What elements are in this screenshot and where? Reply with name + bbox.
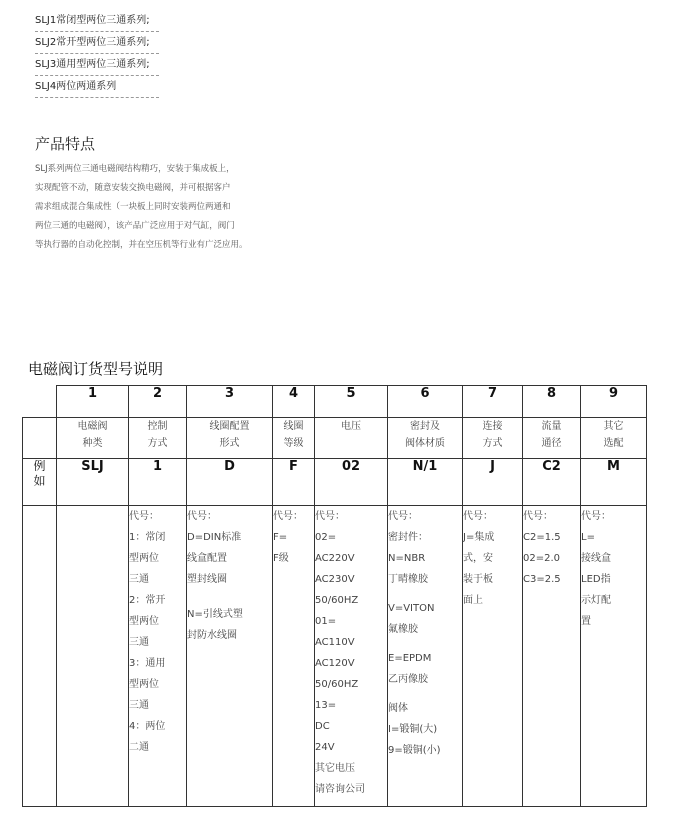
column-number: 1 (57, 386, 129, 418)
column-name-row (23, 418, 647, 459)
detail-line: AC220V (315, 553, 355, 564)
detail-line: 氟橡胶 (388, 624, 418, 635)
detail-line: 代号： (273, 511, 303, 522)
order-code-table (22, 385, 647, 807)
order-title: 电磁阀订货型号说明 (28, 360, 164, 378)
column-name-line: 密封及 (410, 421, 440, 432)
column-name-line: 选配 (603, 438, 624, 449)
column-number: 9 (581, 386, 647, 418)
detail-line: J=集成 (463, 532, 495, 543)
detail-line: 密封件： (388, 532, 428, 543)
example-row (23, 459, 647, 506)
column-number: 2 (129, 386, 187, 418)
example-code: F (273, 459, 315, 506)
example-code: J (463, 459, 523, 506)
column-name-line: 等级 (283, 438, 304, 449)
detail-line: 代号： (187, 511, 217, 522)
features-line: 需求组成混合集成性（一块板上同时安装两位两通和 (35, 202, 231, 212)
detail-line: 乙丙像胶 (388, 674, 428, 685)
example-code: 1 (129, 459, 187, 506)
column-name (315, 418, 388, 459)
detail-line: 式，安 (463, 553, 493, 564)
detail-line: 阀体 (388, 703, 408, 714)
features-title: 产品特点 (35, 135, 96, 153)
example-code: C2 (523, 459, 581, 506)
detail-line: 二通 (129, 742, 149, 753)
column-name-line: 线圈 (283, 421, 304, 432)
column-name-line: 线圈配置 (209, 421, 250, 432)
column-name-line: 电磁阀 (77, 421, 108, 432)
column-number-row (23, 386, 647, 418)
detail-cell (315, 506, 388, 807)
column-name-line: 通径 (541, 438, 562, 449)
detail-line: 请咨询公司 (315, 784, 365, 795)
detail-line: AC110V (315, 637, 355, 648)
column-name-line: 控制 (147, 421, 168, 432)
detail-cell (57, 506, 129, 807)
detail-line: V=VITON (388, 603, 435, 614)
detail-line: 50/60HZ (315, 595, 359, 606)
detail-line: L= (581, 532, 595, 543)
features-line: 等执行器的自动化控制，并在空压机等行业有广泛应用。 (35, 240, 248, 250)
column-number: 6 (388, 386, 463, 418)
detail-line: 丁晴橡胶 (388, 574, 428, 585)
detail-line: 50/60HZ (315, 679, 359, 690)
column-number: 8 (523, 386, 581, 418)
detail-line: 装于板 (463, 574, 493, 585)
column-number: 7 (463, 386, 523, 418)
detail-line: C2=1.5 (523, 532, 561, 543)
example-code: N/1 (388, 459, 463, 506)
detail-line: E=EPDM (388, 653, 432, 664)
detail-line: F= (273, 532, 288, 543)
column-name (463, 418, 523, 459)
detail-line: 代号： (463, 511, 493, 522)
detail-line: N=NBR (388, 553, 426, 564)
detail-line: 3：通用 (129, 658, 166, 669)
column-name (129, 418, 187, 459)
column-name-line: 方式 (147, 438, 168, 449)
column-name (388, 418, 463, 459)
column-number: 5 (315, 386, 388, 418)
detail-line: 02= (315, 532, 337, 543)
detail-row (23, 506, 647, 807)
column-name-line: 连接 (482, 421, 503, 432)
detail-cell (463, 506, 523, 807)
features-line: 实现配管不动，随意安装交换电磁阀，并可根据客户 (35, 183, 231, 193)
detail-line: 塑封线圈 (187, 574, 227, 585)
detail-line: 三通 (129, 637, 149, 648)
example-code: SLJ (57, 459, 129, 506)
column-name-line: 电压 (341, 421, 361, 432)
detail-line: AC230V (315, 574, 355, 585)
detail-line: 型两位 (129, 616, 159, 627)
features-line: SLJ系列两位三通电磁阀结构精巧，安装于集成板上， (35, 164, 235, 174)
detail-line: 2：常开 (129, 595, 166, 606)
detail-line: F级 (273, 553, 289, 564)
series-item: SLJ4两位两通系列 (35, 78, 159, 98)
detail-line: D=DIN标准 (187, 532, 242, 543)
detail-cell (129, 506, 187, 807)
detail-line: 其它电压 (315, 763, 355, 774)
detail-line: AC120V (315, 658, 355, 669)
detail-line: 代号： (523, 511, 553, 522)
detail-line: 代号： (129, 511, 159, 522)
detail-line: 型两位 (129, 553, 159, 564)
features-line: 两位三通的电磁阀），该产品广泛应用于对气缸，阀门 (35, 221, 235, 231)
corner-cell (23, 386, 57, 418)
detail-cell (581, 506, 647, 807)
detail-line: 代号： (315, 511, 345, 522)
detail-line: 1：常闭 (129, 532, 166, 543)
column-name-line: 方式 (482, 438, 503, 449)
detail-cell (523, 506, 581, 807)
detail-line: DC (315, 721, 330, 732)
detail-line: 线盒配置 (187, 553, 227, 564)
detail-line: LED指 (581, 574, 611, 585)
column-name (187, 418, 273, 459)
detail-line: 代号： (581, 511, 611, 522)
features-body (35, 160, 325, 255)
detail-line: 封防水线圈 (187, 630, 237, 641)
detail-line: 接线盒 (581, 553, 611, 564)
detail-line: 三通 (129, 574, 149, 585)
detail-line: I=锻铜(大) (388, 724, 438, 735)
column-name (273, 418, 315, 459)
column-name (57, 418, 129, 459)
detail-line: 置 (581, 616, 591, 627)
detail-line: 01= (315, 616, 337, 627)
detail-line: N=引线式塑 (187, 609, 243, 620)
detail-line: 13= (315, 700, 337, 711)
detail-line: 02=2.0 (523, 553, 561, 564)
example-label-line: 如 (33, 474, 46, 488)
detail-line: C3=2.5 (523, 574, 561, 585)
column-number: 3 (187, 386, 273, 418)
example-code: D (187, 459, 273, 506)
series-list (35, 12, 159, 100)
example-label-line: 例 (33, 459, 46, 473)
detail-line: 示灯配 (581, 595, 611, 606)
column-name-line: 阀体材质 (405, 438, 445, 449)
series-item: SLJ1常闭型两位三通系列; (35, 12, 159, 32)
detail-line: 面上 (463, 595, 483, 606)
example-label (23, 459, 57, 506)
detail-line: 代号： (388, 511, 418, 522)
detail-line: 4：两位 (129, 721, 166, 732)
column-name (581, 418, 647, 459)
column-name-line: 流量 (541, 421, 562, 432)
corner-cell (23, 418, 57, 459)
column-name-line: 其它 (603, 421, 624, 432)
column-name (523, 418, 581, 459)
column-name-line: 种类 (82, 438, 103, 449)
detail-cell (388, 506, 463, 807)
detail-line: 9=锻铜(小) (388, 745, 441, 756)
column-number: 4 (273, 386, 315, 418)
detail-line: 型两位 (129, 679, 159, 690)
series-item: SLJ3通用型两位三通系列; (35, 56, 159, 76)
column-name-line: 形式 (219, 438, 240, 449)
example-code: 02 (315, 459, 388, 506)
detail-line: 24V (315, 742, 335, 753)
detail-cell (23, 506, 57, 807)
detail-line: 三通 (129, 700, 149, 711)
series-item: SLJ2常开型两位三通系列; (35, 34, 159, 54)
detail-cell (273, 506, 315, 807)
detail-cell (187, 506, 273, 807)
example-code: M (581, 459, 647, 506)
